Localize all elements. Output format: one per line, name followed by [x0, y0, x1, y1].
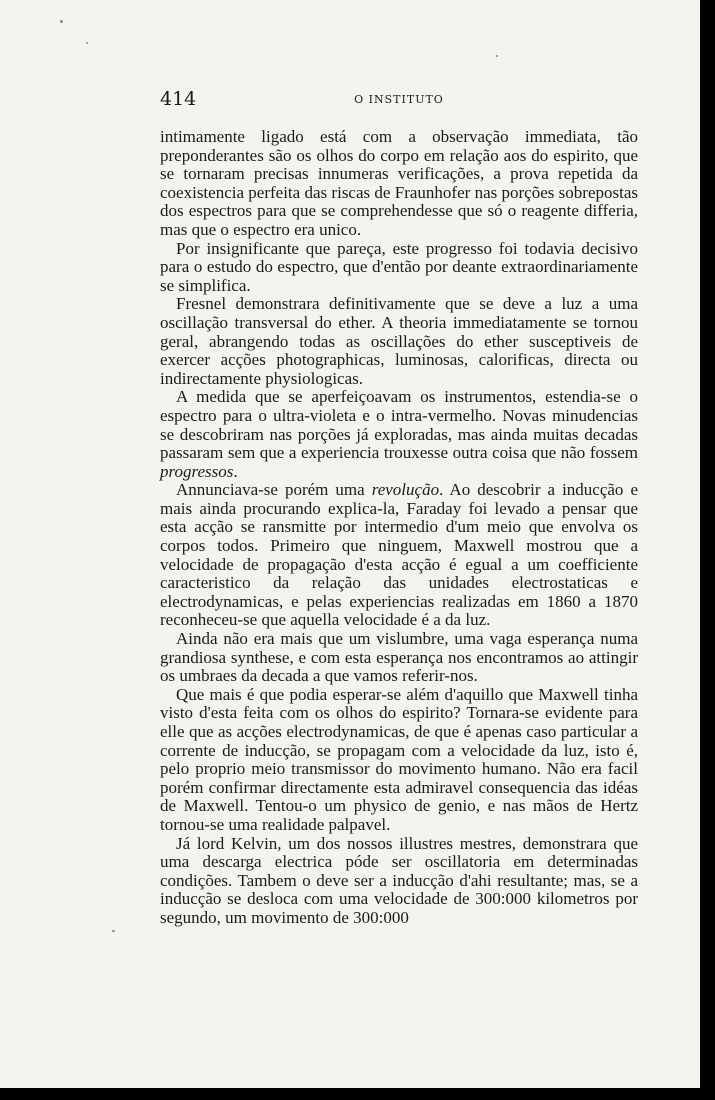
- paragraph: [160, 388, 638, 481]
- text-run: Já lord Kelvin, um dos nossos illustres mestres, demonstrara que uma descarga electrica póde ser oscillatoria em determinadas condições. Tambem o deve ser a inducção d'ahi resultante; mas, se a inducção se desloca com uma velocidade de 300:000 kilometros por segundo, um movimento de 300:000: [160, 833, 638, 927]
- text-run: Que mais é que podia esperar-se além d'aquillo que Maxwell tinha visto d'esta feita com os olhos do espirito? Tornara-se evidente para elle que as acções electrodynamicas, de que é apenas caso particular a corrente de inducção, se propagam com a velocidade da luz, isto é, pelo proprio meio transmissor do movimento humano. Não era facil porém confirmar directamente esta admiravel consequencia das idéas de Maxwell. Tentou-o um physico de genio, e nas mãos de Hertz tornou-se uma realidade palpavel.: [160, 684, 638, 834]
- paper-speck: [112, 930, 115, 932]
- text-run: .: [233, 461, 238, 481]
- page-number: 414: [160, 88, 197, 110]
- running-title: O INSTITUTO: [354, 93, 444, 106]
- text-run: A medida que se aperfeiçoavam os instrumentos, estendia-se o espectro para o ultra-violeta e o intra-vermelho. Novas minudencias se descobriram nas porções já exploradas, mas ainda muitas decadas passaram sem que a experiencia trouxesse outra coisa que não fossem: [160, 387, 638, 463]
- paragraph: [160, 481, 638, 630]
- paragraph: [160, 128, 638, 240]
- paragraph: [160, 835, 638, 928]
- text-run: Por insignificante que pareça, este progresso foi todavia decisivo para o estudo do espectro, que d'então por deante extraordinariamente se simplifica.: [160, 238, 638, 295]
- body-text: [160, 128, 638, 928]
- paragraph: [160, 686, 638, 835]
- text-run: Annunciava-se porém uma: [176, 480, 372, 500]
- text-run: . Ao descobrir a inducção e mais ainda procurando explica-la, Faraday foi levado a pensar que esta acção se ransmitte por intermedio d'um meio que envolva os corpos todos. Primeiro que ninguem, Maxwell mostrou que a velocidade de propagação d'esta acção é egual a um coefficiente caracteristico da relação das unidades electrostaticas e electrodynamicas, e pelas experiencias realizadas em 1860 a 1870 reconheceu-se que aquella velocidade é a da luz.: [160, 480, 638, 630]
- text-run: intimamente ligado está com a observação immediata, tão preponderantes são os olhos do corpo em relação aos do espirito, que se tornaram precisas innumeras verificações, a prova repetida da coexistencia perfeita das riscas de Fraunhofer nas porções sobrepostas dos espectros para que se comprehendesse que só o reagente differia, mas que o espectro era unico.: [160, 127, 638, 239]
- paragraph: [160, 630, 638, 686]
- text-run: Ainda não era mais que um vislumbre, uma vaga esperança numa grandiosa synthese, e com esta esperança nos encontramos ao attingir os umbraes da decada a que vamos referir-nos.: [160, 629, 638, 686]
- paper-speck: [60, 20, 63, 23]
- text-run: Fresnel demonstrara definitivamente que se deve a luz a uma oscillação transversal do ether. A theoria immediatamente se tornou geral, abrangendo todas as oscillações do ether susceptiveis de exercer acções photographicas, luminosas, calorificas, directa ou indirectamente physiologicas.: [160, 294, 638, 388]
- paragraph: [160, 240, 638, 296]
- paragraph: [160, 295, 638, 388]
- italic-text: progressos: [160, 461, 234, 481]
- page-header: [160, 88, 638, 110]
- italic-text: revolução: [371, 480, 440, 500]
- paper-speck: [496, 55, 498, 57]
- paper-speck: [86, 42, 88, 44]
